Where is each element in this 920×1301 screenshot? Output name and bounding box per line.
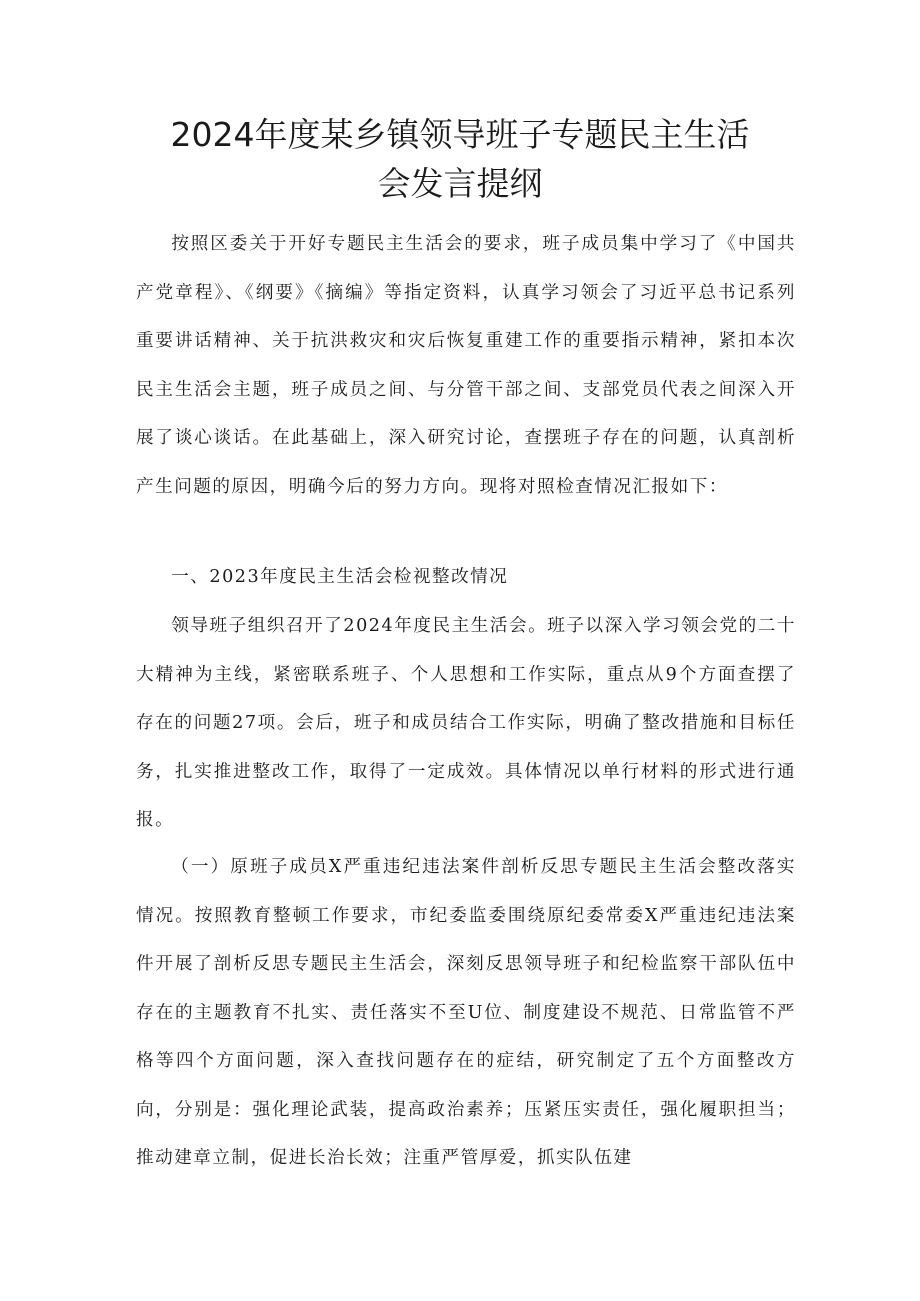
- document-title-line-2: 会发言提纲: [377, 164, 543, 203]
- body-paragraph: 领导班子组织召开了2024年度民主生活会。班子以深入学习领会党的二十大精神为主线，紧密联系班子、个人思想和工作实际，重点从9个方面查摆了存在的问题27项。会后，班子和成员结合工作实际，明确了整改措施和目标任务，扎实推进整改工作，取得了一定成效。具体情况以单行材料的形式进行通报。: [136, 616, 796, 830]
- body-paragraph: （一）原班子成员X严重违纪违法案件剖析反思专题民主生活会整改落实情况。按照教育整顿工作要求，市纪委监委围绕原纪委常委X严重违纪违法案件开展了剖析反思专题民主生活会，深刻反思领导班子和纪检监察干部队伍中存在的主题教育不扎实、责任落实不至U位、制度建设不规范、日常监管不严格等四个方面问题，深入查找问题存在的症结，研究制定了五个方面整改方向，分别是：强化理论武装，提高政治素养；压紧压实责任，强化履职担当；推动建章立制，促进长治长效；注重严管厚爱，抓实队伍建: [136, 857, 796, 1168]
- section-heading: 一、2023年度民主生活会检视整改情况: [171, 567, 509, 587]
- document-title-line-1: 2024年度某乡镇领导班子专题民主生活: [170, 115, 750, 154]
- intro-paragraph: 按照区委关于开好专题民主生活会的要求，班子成员集中学习了《中国共产党章程》、《纲要》《摘编》等指定资料，认真学习领会了习近平总书记系列重要讲话精神、关于抗洪救灾和灾后恢复重建工作的重要指示精神，紧扣本次民主生活会主题，班子成员之间、与分管干部之间、支部党员代表之间深入开展了谈心谈话。在此基础上，深入研究讨论，查摆班子存在的问题，认真剖析产生问题的原因，明确今后的努力方向。现将对照检查情况汇报如下：: [136, 234, 796, 497]
